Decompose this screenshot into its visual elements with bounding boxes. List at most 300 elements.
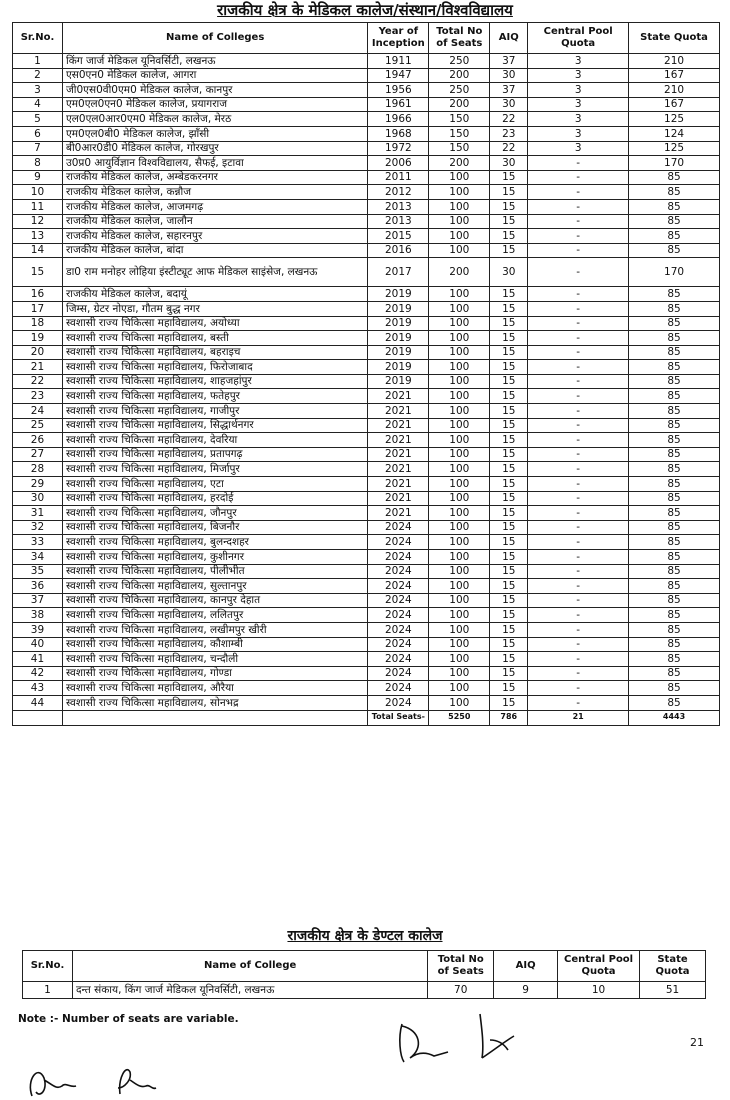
table-cell: 85 [629, 185, 720, 200]
table-row [13, 170, 720, 185]
dental-header-row [23, 951, 706, 982]
table-row [13, 622, 720, 637]
table-cell: 100 [429, 170, 490, 185]
dental-column-header: State Quota [640, 951, 706, 982]
dental-column-header: Sr.No. [23, 951, 73, 982]
table-cell: 100 [429, 579, 490, 594]
table-cell: 1 [13, 54, 63, 69]
table-cell: 85 [629, 520, 720, 535]
table-cell: 5 [13, 112, 63, 127]
table-cell: 15 [490, 287, 528, 302]
table-cell: 15 [490, 360, 528, 375]
table-cell: 167 [629, 68, 720, 83]
table-cell: 25 [13, 418, 63, 433]
table-row [13, 666, 720, 681]
table-cell: - [528, 447, 629, 462]
table-cell: 150 [429, 141, 490, 156]
table-cell: स्वशासी राज्य चिकित्सा महाविद्यालय, फतेहपुर [62, 389, 367, 404]
table-row [13, 97, 720, 112]
table-cell: 2024 [368, 681, 429, 696]
column-header: Year of Inception [368, 23, 429, 54]
table-cell: स्वशासी राज्य चिकित्सा महाविद्यालय, देवरिया [62, 433, 367, 448]
table-cell: 85 [629, 301, 720, 316]
table-cell: 24 [13, 404, 63, 419]
table-cell: 85 [629, 462, 720, 477]
table-row [13, 652, 720, 667]
table-cell: 100 [429, 199, 490, 214]
table-cell: 15 [490, 622, 528, 637]
table-cell: 22 [490, 141, 528, 156]
table-cell: 85 [629, 316, 720, 331]
table-cell: 17 [13, 301, 63, 316]
table-row [13, 214, 720, 229]
table-cell: 85 [629, 199, 720, 214]
table-cell: 15 [490, 564, 528, 579]
table-cell: 15 [490, 608, 528, 623]
table-cell: 85 [629, 404, 720, 419]
table-cell: 15 [490, 579, 528, 594]
table-header-row [13, 23, 720, 54]
table-cell: 100 [429, 491, 490, 506]
table-cell: 13 [13, 229, 63, 244]
table-cell: - [528, 622, 629, 637]
table-cell: 4 [13, 97, 63, 112]
dental-table-cell: दन्त संकाय, किंग जार्ज मेडिकल यूनिवर्सिटी, लखनऊ [72, 982, 427, 999]
table-cell: स्वशासी राज्य चिकित्सा महाविद्यालय, लखीमपुर खीरी [62, 622, 367, 637]
table-cell: स्वशासी राज्य चिकित्सा महाविद्यालय, सुल्तानपुर [62, 579, 367, 594]
table-cell: - [528, 156, 629, 171]
table-cell: 35 [13, 564, 63, 579]
table-cell: 85 [629, 331, 720, 346]
table-cell: 85 [629, 477, 720, 492]
table-cell: 85 [629, 345, 720, 360]
table-cell: राजकीय मेडिकल कालेज, कन्नौज [62, 185, 367, 200]
table-cell: 41 [13, 652, 63, 667]
table-row [13, 477, 720, 492]
table-cell: 7 [13, 141, 63, 156]
table-row [13, 389, 720, 404]
table-row [13, 462, 720, 477]
table-cell: 2019 [368, 345, 429, 360]
table-cell: - [528, 550, 629, 565]
table-cell: 10 [13, 185, 63, 200]
table-cell: 100 [429, 229, 490, 244]
table-cell: - [528, 287, 629, 302]
table-cell: 100 [429, 695, 490, 710]
table-cell: 15 [490, 535, 528, 550]
table-cell: 3 [528, 54, 629, 69]
table-row [13, 433, 720, 448]
table-cell: 19 [13, 331, 63, 346]
table-cell: 15 [490, 520, 528, 535]
table-cell: 15 [490, 185, 528, 200]
table-cell: 100 [429, 506, 490, 521]
table-cell: डा0 राम मनोहर लोहिया इंस्टीट्यूट आफ मेडिकल साइंसेज, लखनऊ [62, 258, 367, 287]
table-cell: 100 [429, 360, 490, 375]
table-row [13, 126, 720, 141]
table-cell: 37 [13, 593, 63, 608]
table-row [13, 564, 720, 579]
table-cell: 33 [13, 535, 63, 550]
table-cell: 37 [490, 83, 528, 98]
table-cell: - [528, 491, 629, 506]
table-cell: 15 [490, 652, 528, 667]
dental-table-cell: 10 [558, 982, 640, 999]
column-header: Central Pool Quota [528, 23, 629, 54]
table-cell: 2013 [368, 199, 429, 214]
table-row [13, 287, 720, 302]
table-row [13, 520, 720, 535]
table-cell: 15 [490, 374, 528, 389]
table-cell: - [528, 185, 629, 200]
table-cell: - [528, 652, 629, 667]
table-cell: राजकीय मेडिकल कालेज, बदायूं [62, 287, 367, 302]
table-cell: 15 [490, 199, 528, 214]
signature-2 [470, 1010, 530, 1065]
table-cell: 100 [429, 666, 490, 681]
table-cell: 15 [490, 447, 528, 462]
table-cell: - [528, 243, 629, 258]
table-cell: 2024 [368, 666, 429, 681]
table-cell: बी0आर0डी0 मेडिकल कालेज, गोरखपुर [62, 141, 367, 156]
table-cell: 40 [13, 637, 63, 652]
table-cell: 85 [629, 666, 720, 681]
note-text: Note :- Number of seats are variable. [18, 1013, 239, 1025]
table-cell: - [528, 229, 629, 244]
table-cell: 85 [629, 243, 720, 258]
table-cell: 1961 [368, 97, 429, 112]
table-cell: 100 [429, 316, 490, 331]
table-cell: 85 [629, 214, 720, 229]
table-cell: 100 [429, 374, 490, 389]
table-cell: 31 [13, 506, 63, 521]
table-cell: 100 [429, 418, 490, 433]
table-cell: 3 [528, 83, 629, 98]
table-cell: 85 [629, 506, 720, 521]
table-cell: 1966 [368, 112, 429, 127]
table-cell: 15 [490, 331, 528, 346]
table-cell: 85 [629, 593, 720, 608]
table-cell: - [528, 433, 629, 448]
table-cell: 100 [429, 433, 490, 448]
table-cell: 85 [629, 637, 720, 652]
table-cell: स्वशासी राज्य चिकित्सा महाविद्यालय, पीलीभीत [62, 564, 367, 579]
table-cell: 30 [490, 68, 528, 83]
table-cell: - [528, 681, 629, 696]
table-cell: 100 [429, 301, 490, 316]
table-cell: 3 [528, 112, 629, 127]
table-cell: 200 [429, 258, 490, 287]
table-cell: 85 [629, 447, 720, 462]
table-cell: 30 [490, 258, 528, 287]
table-cell: 100 [429, 243, 490, 258]
table-cell: 15 [490, 301, 528, 316]
table-cell: स्वशासी राज्य चिकित्सा महाविद्यालय, बहराइच [62, 345, 367, 360]
table-cell: स्वशासी राज्य चिकित्सा महाविद्यालय, सोनभद्र [62, 695, 367, 710]
table-cell: 15 [490, 243, 528, 258]
table-cell: 2019 [368, 360, 429, 375]
table-cell: 85 [629, 229, 720, 244]
table-cell: - [528, 418, 629, 433]
table-cell: 2024 [368, 535, 429, 550]
table-cell: 22 [490, 112, 528, 127]
table-cell: 2024 [368, 695, 429, 710]
table-cell: स्वशासी राज्य चिकित्सा महाविद्यालय, प्रतापगढ़ [62, 447, 367, 462]
table-row [13, 681, 720, 696]
table-cell: - [528, 462, 629, 477]
table-cell: 210 [629, 83, 720, 98]
table-cell: 2021 [368, 418, 429, 433]
dental-column-header: Central Pool Quota [558, 951, 640, 982]
table-cell: 167 [629, 97, 720, 112]
table-cell: स्वशासी राज्य चिकित्सा महाविद्यालय, गोण्डा [62, 666, 367, 681]
table-row [13, 301, 720, 316]
table-cell: राजकीय मेडिकल कालेज, बांदा [62, 243, 367, 258]
signature-3 [22, 1060, 82, 1100]
table-cell: 125 [629, 112, 720, 127]
table-row [13, 156, 720, 171]
table-cell: 2017 [368, 258, 429, 287]
table-row [13, 535, 720, 550]
table-cell: 100 [429, 652, 490, 667]
table-cell: - [528, 608, 629, 623]
table-cell: स्वशासी राज्य चिकित्सा महाविद्यालय, चन्दौली [62, 652, 367, 667]
table-cell: 15 [490, 229, 528, 244]
table-cell: 2019 [368, 316, 429, 331]
table-cell: 15 [490, 550, 528, 565]
table-cell: 2013 [368, 214, 429, 229]
table-cell: राजकीय मेडिकल कालेज, अम्बेडकरनगर [62, 170, 367, 185]
table-row [13, 447, 720, 462]
table-cell: 200 [429, 97, 490, 112]
table-cell: 3 [528, 97, 629, 112]
table-cell: 30 [13, 491, 63, 506]
table-cell: 16 [13, 287, 63, 302]
table-row [13, 374, 720, 389]
table-cell: 1968 [368, 126, 429, 141]
table-row [13, 185, 720, 200]
table-cell: 9 [13, 170, 63, 185]
table-cell: 2021 [368, 389, 429, 404]
table-cell: 42 [13, 666, 63, 681]
table-cell: 2024 [368, 564, 429, 579]
table-cell: 100 [429, 520, 490, 535]
table-cell: 3 [528, 141, 629, 156]
table-row [13, 112, 720, 127]
table-row [13, 258, 720, 287]
column-header: Total No of Seats [429, 23, 490, 54]
table-cell: एल0एल0आर0एम0 मेडिकल कालेज, मेरठ [62, 112, 367, 127]
table-cell: 85 [629, 360, 720, 375]
table-cell: - [528, 564, 629, 579]
table-cell: 100 [429, 564, 490, 579]
table-cell: 34 [13, 550, 63, 565]
table-cell: 3 [13, 83, 63, 98]
table-cell: 1947 [368, 68, 429, 83]
table-cell: 15 [490, 389, 528, 404]
totals-cell: 4443 [629, 710, 720, 725]
table-row [13, 506, 720, 521]
column-header: Name of Colleges [62, 23, 367, 54]
table-cell: 28 [13, 462, 63, 477]
table-cell: स्वशासी राज्य चिकित्सा महाविद्यालय, कुशीनगर [62, 550, 367, 565]
table-row [13, 331, 720, 346]
table-cell: 15 [490, 491, 528, 506]
table-cell: 2021 [368, 506, 429, 521]
table-cell: 2011 [368, 170, 429, 185]
table-cell: 30 [490, 97, 528, 112]
table-cell: 85 [629, 374, 720, 389]
table-cell: 2024 [368, 579, 429, 594]
table-cell: 1972 [368, 141, 429, 156]
dental-column-header: AIQ [494, 951, 558, 982]
table-cell: - [528, 695, 629, 710]
dental-column-header: Name of College [72, 951, 427, 982]
table-cell: 27 [13, 447, 63, 462]
table-cell: 100 [429, 535, 490, 550]
table-cell: - [528, 316, 629, 331]
table-cell: 85 [629, 608, 720, 623]
dental-section-title: राजकीय क्षेत्र के डेण्टल कालेज [287, 928, 443, 944]
table-cell: 12 [13, 214, 63, 229]
table-row [13, 695, 720, 710]
table-cell: - [528, 199, 629, 214]
table-cell: 23 [13, 389, 63, 404]
totals-cell [13, 710, 63, 725]
table-cell: 2021 [368, 433, 429, 448]
table-cell: 39 [13, 622, 63, 637]
table-row [13, 54, 720, 69]
dental-table-row [23, 982, 706, 999]
table-cell: 170 [629, 258, 720, 287]
table-cell: स्वशासी राज्य चिकित्सा महाविद्यालय, बुलन्दशहर [62, 535, 367, 550]
table-cell: 2019 [368, 287, 429, 302]
table-cell: 1911 [368, 54, 429, 69]
table-cell: 15 [490, 418, 528, 433]
table-cell: - [528, 477, 629, 492]
table-cell: 100 [429, 404, 490, 419]
table-cell: 200 [429, 156, 490, 171]
table-cell: 85 [629, 550, 720, 565]
table-cell: - [528, 258, 629, 287]
table-cell: एम0एल0बी0 मेडिकल कालेज, झाँसी [62, 126, 367, 141]
table-cell: - [528, 345, 629, 360]
totals-cell: Total Seats- [368, 710, 429, 725]
table-cell: 2024 [368, 622, 429, 637]
table-cell: - [528, 214, 629, 229]
table-cell: 170 [629, 156, 720, 171]
table-cell: - [528, 535, 629, 550]
table-row [13, 243, 720, 258]
table-cell: - [528, 593, 629, 608]
table-cell: 15 [490, 170, 528, 185]
table-cell: 85 [629, 579, 720, 594]
table-cell: स्वशासी राज्य चिकित्सा महाविद्यालय, एटा [62, 477, 367, 492]
table-cell: 1956 [368, 83, 429, 98]
table-cell: 100 [429, 185, 490, 200]
table-cell: 15 [490, 695, 528, 710]
table-cell: स्वशासी राज्य चिकित्सा महाविद्यालय, मिर्जापुर [62, 462, 367, 477]
table-cell: 2006 [368, 156, 429, 171]
table-cell: 85 [629, 535, 720, 550]
table-cell: 6 [13, 126, 63, 141]
table-row [13, 141, 720, 156]
totals-cell: 786 [490, 710, 528, 725]
table-cell: 85 [629, 695, 720, 710]
table-cell: 200 [429, 68, 490, 83]
table-cell: 2021 [368, 491, 429, 506]
table-cell: 15 [490, 637, 528, 652]
table-cell: किंग जार्ज मेडिकल यूनिवर्सिटी, लखनऊ [62, 54, 367, 69]
table-cell: 100 [429, 637, 490, 652]
table-cell: स्वशासी राज्य चिकित्सा महाविद्यालय, ललितपुर [62, 608, 367, 623]
table-cell: - [528, 506, 629, 521]
table-cell: स्वशासी राज्य चिकित्सा महाविद्यालय, जौनपुर [62, 506, 367, 521]
table-cell: स्वशासी राज्य चिकित्सा महाविद्यालय, कानपुर देहात [62, 593, 367, 608]
table-cell: 2024 [368, 520, 429, 535]
table-cell: 36 [13, 579, 63, 594]
table-cell: 2 [13, 68, 63, 83]
table-cell: 85 [629, 287, 720, 302]
table-cell: 15 [490, 316, 528, 331]
table-cell: 3 [528, 68, 629, 83]
table-cell: 15 [490, 345, 528, 360]
column-header: AIQ [490, 23, 528, 54]
table-cell: 15 [13, 258, 63, 287]
table-cell: 3 [528, 126, 629, 141]
table-cell: उ0प्र0 आयुर्विज्ञान विश्वविद्यालय, सैफई, इटावा [62, 156, 367, 171]
table-cell: 100 [429, 214, 490, 229]
table-row [13, 550, 720, 565]
table-cell: - [528, 170, 629, 185]
totals-cell: 21 [528, 710, 629, 725]
table-cell: 2024 [368, 550, 429, 565]
table-row [13, 229, 720, 244]
signature-1 [390, 1018, 460, 1068]
table-cell: 100 [429, 389, 490, 404]
table-cell: 2024 [368, 652, 429, 667]
table-cell: 250 [429, 83, 490, 98]
table-cell: 2024 [368, 593, 429, 608]
table-cell: 2021 [368, 447, 429, 462]
table-row [13, 491, 720, 506]
table-cell: जिम्स, ग्रेटर नोएडा, गौतम बुद्ध नगर [62, 301, 367, 316]
dental-colleges-table [22, 950, 706, 999]
totals-row [13, 710, 720, 725]
table-cell: 2024 [368, 608, 429, 623]
table-cell: 100 [429, 345, 490, 360]
table-cell: स्वशासी राज्य चिकित्सा महाविद्यालय, शाहजहांपुर [62, 374, 367, 389]
table-cell: 2024 [368, 637, 429, 652]
table-cell: 85 [629, 622, 720, 637]
table-cell: स्वशासी राज्य चिकित्सा महाविद्यालय, कौशाम्बी [62, 637, 367, 652]
table-cell: स्वशासी राज्य चिकित्सा महाविद्यालय, बिजनौर [62, 520, 367, 535]
table-cell: 100 [429, 477, 490, 492]
totals-cell: 5250 [429, 710, 490, 725]
table-cell: 32 [13, 520, 63, 535]
table-cell: 2015 [368, 229, 429, 244]
table-cell: 29 [13, 477, 63, 492]
table-cell: 85 [629, 491, 720, 506]
table-cell: 15 [490, 214, 528, 229]
column-header: State Quota [629, 23, 720, 54]
table-cell: - [528, 374, 629, 389]
table-cell: - [528, 637, 629, 652]
table-cell: 100 [429, 331, 490, 346]
table-cell: 100 [429, 622, 490, 637]
medical-colleges-table [12, 22, 720, 726]
table-cell: - [528, 666, 629, 681]
